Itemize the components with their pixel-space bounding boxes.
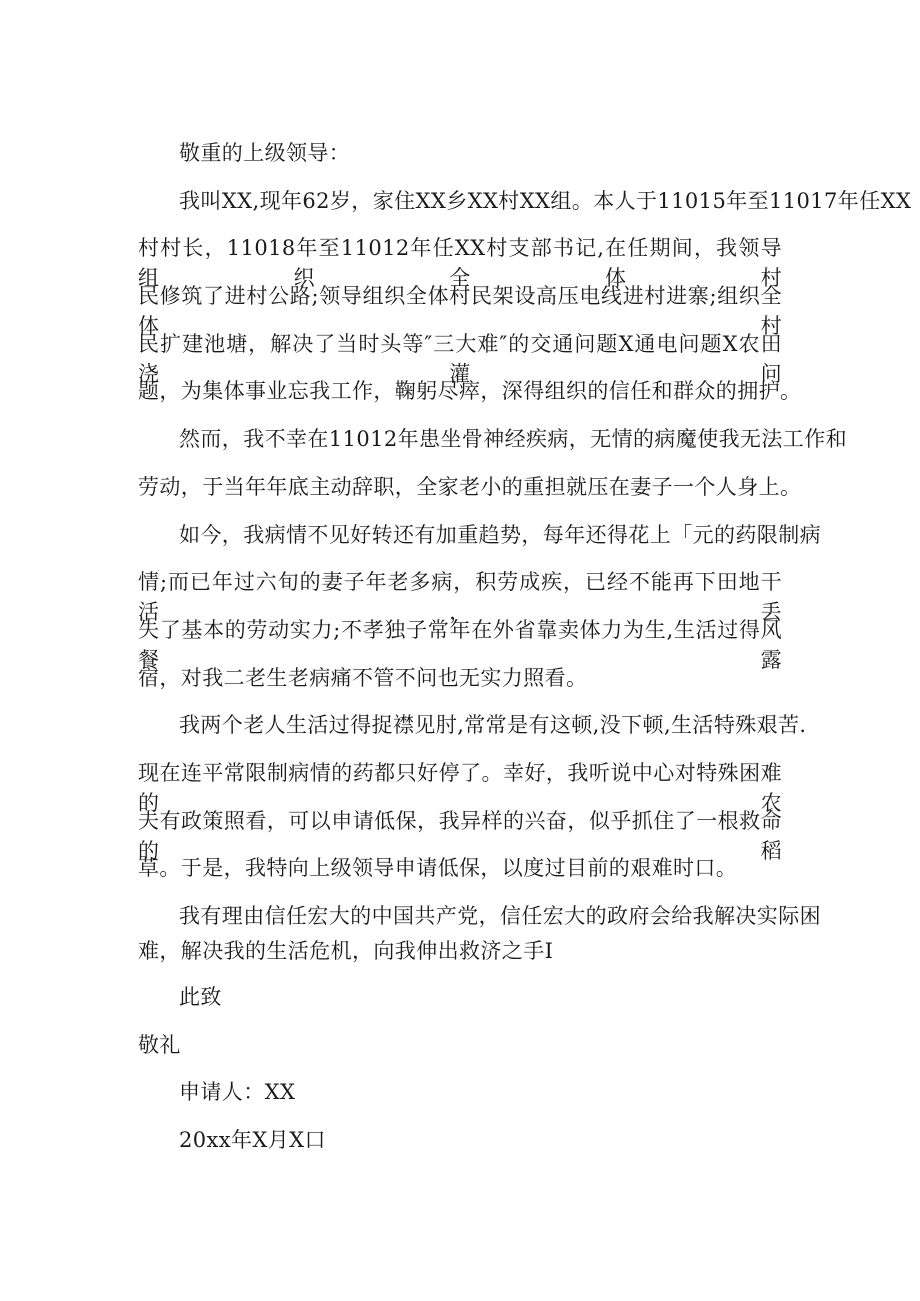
paragraph-1-line-1: 我叫XX,现年62岁，家住XX乡XX村XX组。本人于11015年至11017年任XX — [179, 189, 912, 213]
paragraph-4-line-1: 我两个老人生活过得捉襟见肘,常常是有这顿,没下顿,生活特殊艰苦. — [179, 713, 807, 737]
letter-date: 20xx年X月X口 — [179, 1128, 326, 1152]
applicant-signature: 申请人：XX — [179, 1080, 296, 1104]
paragraph-2-line-1: 然而，我不幸在11012年患坐骨神经疾病，无情的病魔使我无法工作和 — [179, 427, 848, 451]
paragraph-5-line-1: 我有理由信任宏大的中国共产党，信任宏大的政府会给我解决实际困 — [179, 904, 821, 928]
paragraph-1-line-3: 民修筑了进村公路;领导组织全体村民架设高压电线进村进寨;组织全体村 — [138, 284, 782, 338]
paragraph-3-line-2: 情;而已年过六旬的妻子年老多病，积劳成疾，已经不能再下田地干活，丢 — [138, 570, 782, 624]
paragraph-4-line-3: 夫有政策照看，可以申请低保，我异样的兴奋，似乎抓住了一根救命的稻 — [138, 809, 782, 863]
paragraph-1-line-4: 民扩建池塘，解决了当时头等″三大难″的交通问题X通电问题X农田浇灌问 — [138, 332, 782, 386]
closing-jingli: 敬礼 — [138, 1033, 181, 1057]
paragraph-4-line-2: 现在连平常限制病情的药都只好停了。幸好，我听说中心对特殊困难的农 — [138, 761, 782, 815]
paragraph-5-line-2: 难，解决我的生活危机，向我伸出救济之手I — [138, 939, 554, 963]
salutation: 敬重的上级领导： — [179, 141, 351, 165]
paragraph-4-line-4: 草。于是，我特向上级领导申请低保，以度过目前的艰难时口。 — [138, 856, 738, 880]
paragraph-1-line-2: 村村长，11018年至11012年任XX村支部书记,在任期间，我领导组织全体村 — [138, 236, 782, 290]
paragraph-3-line-1: 如今，我病情不见好转还有加重趋势，每年还得花上「元的药限制病 — [179, 523, 821, 547]
closing-cizhi: 此致 — [179, 985, 222, 1009]
paragraph-3-line-4: 宿，对我二老生老病痛不管不问也无实力照看。 — [138, 666, 588, 690]
paragraph-1-line-5: 题，为集体事业忘我工作，鞠躬尽瘁，深得组织的信任和群众的拥护。 — [138, 379, 802, 403]
paragraph-3-line-3: 失了基本的劳动实力;不孝独子常年在外省靠卖体力为生,生活过得风餐露 — [138, 618, 782, 672]
paragraph-2-line-2: 劳动，于当年年底主动辞职，全家老小的重担就压在妻子一个人身上。 — [138, 475, 802, 499]
